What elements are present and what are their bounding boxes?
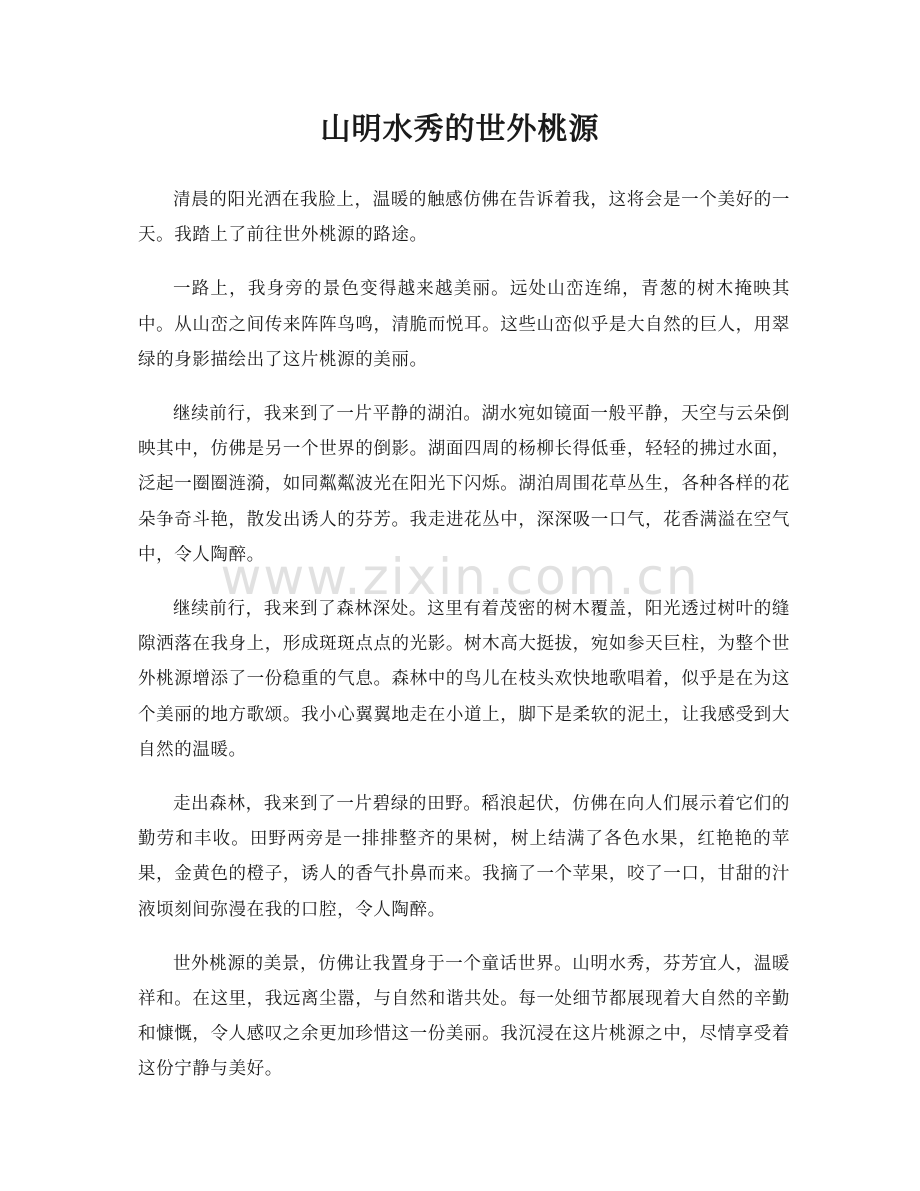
- document-title: 山明水秀的世外桃源: [320, 112, 600, 147]
- paragraph-5: 走出森林，我来到了一片碧绿的田野。稻浪起伏，仿佛在向人们展示着它们的勤劳和丰收。田野两旁是一排排整齐的果树，树上结满了各色水果，红艳艳的苹果，金黄色的橙子，诱人的香气扑鼻而来。我摘了一个苹果，咬了一口，甘甜的汁液顷刻间弥漫在我的口腔，令人陶醉。: [138, 794, 790, 920]
- document-body: [138, 183, 790, 1107]
- paragraph-6: 世外桃源的美景，仿佛让我置身于一个童话世界。山明水秀，芬芳宜人，温暖祥和。在这里，我远离尘嚣，与自然和谐共处。每一处细节都展现着大自然的辛勤和慷慨，令人感叹之余更加珍惜这一份美丽。我沉浸在这片桃源之中，尽情享受着这份宁静与美好。: [138, 953, 790, 1080]
- watermark: www.zixin.com.cn: [220, 548, 700, 606]
- paragraph-4: 继续前行，我来到了森林深处。这里有着茂密的树木覆盖，阳光透过树叶的缝隙洒落在我身上，形成斑斑点点的光影。树木高大挺拔，宛如参天巨柱，为整个世外桃源增添了一份稳重的气息。森林中的鸟儿在枝头欢快地歌唱着，似乎是在为这个美丽的地方歌颂。我小心翼翼地走在小道上，脚下是柔软的泥土，让我感受到大自然的温暖。: [138, 599, 790, 760]
- paragraph-2: 一路上，我身旁的景色变得越来越美丽。远处山峦连绵，青葱的树木掩映其中。从山峦之间传来阵阵鸟鸣，清脆而悦耳。这些山峦似乎是大自然的巨人，用翠绿的身影描绘出了这片桃源的美丽。: [138, 279, 790, 370]
- paragraph-1: 清晨的阳光洒在我脸上，温暖的触感仿佛在告诉着我，这将会是一个美好的一天。我踏上了前往世外桃源的路途。: [138, 190, 790, 246]
- paragraph-3: 继续前行，我来到了一片平静的湖泊。湖水宛如镜面一般平静，天空与云朵倒映其中，仿佛是另一个世界的倒影。湖面四周的杨柳长得低垂，轻轻的拂过水面，泛起一圈圈涟漪，如同粼粼波光在阳光下闪烁。湖泊周围花草丛生，各种各样的花朵争奇斗艳，散发出诱人的芬芳。我走进花丛中，深深吸一口气，花香满溢在空气中，令人陶醉。: [138, 404, 790, 565]
